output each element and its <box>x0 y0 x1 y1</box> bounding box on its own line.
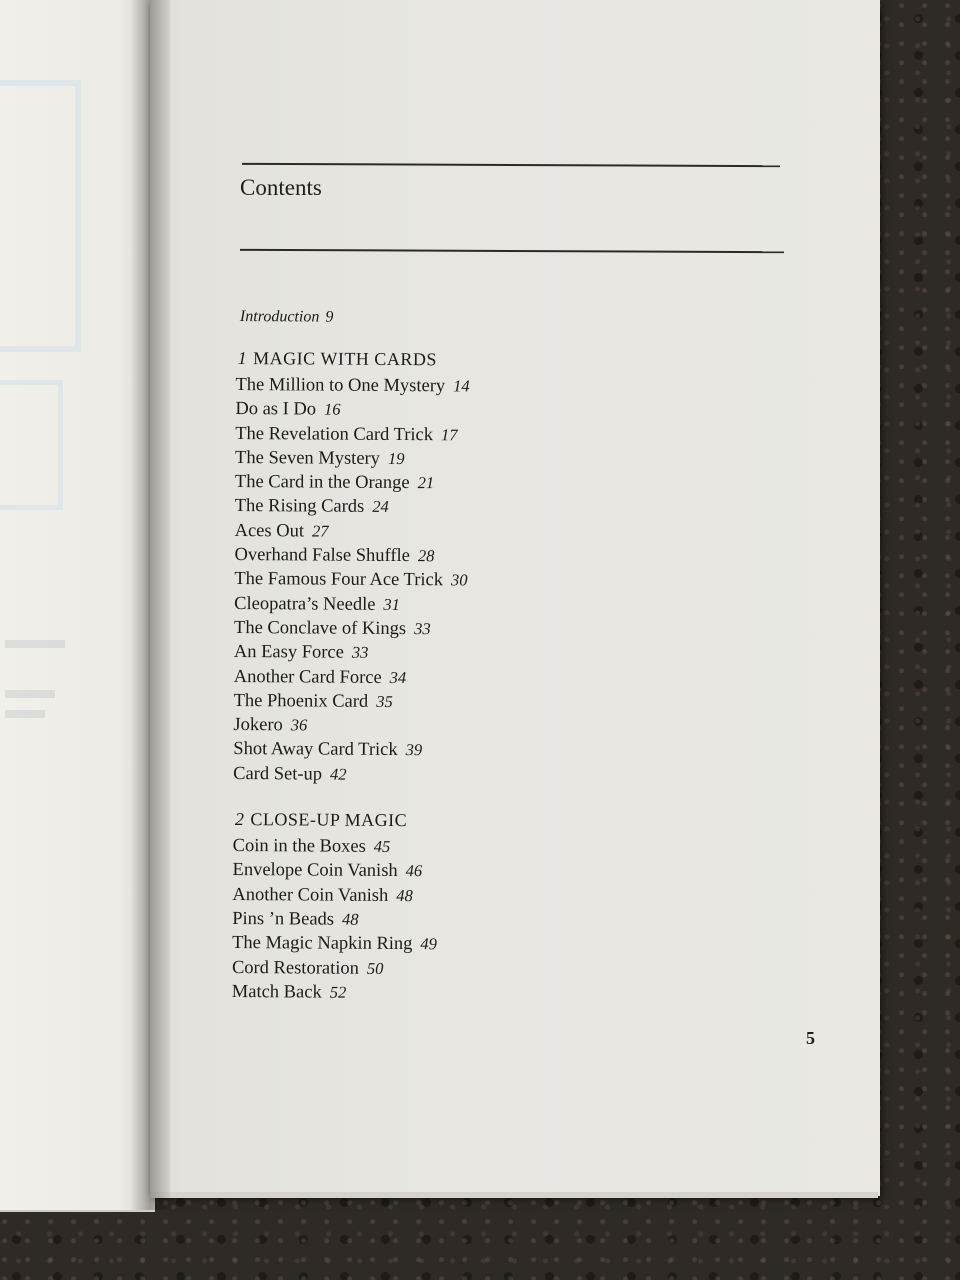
chapter-list <box>228 348 752 1007</box>
entry-title: Match Back <box>231 981 322 1003</box>
entry-title: Jokero <box>233 715 283 736</box>
entry-title: The Phoenix Card <box>233 690 369 712</box>
toc-entry <box>235 495 751 522</box>
entry-title: The Seven Mystery <box>235 447 381 469</box>
toc-entry <box>234 689 750 716</box>
entry-page-number: 45 <box>373 836 391 857</box>
chapter-number: 1 <box>237 348 248 369</box>
toc-entry <box>235 397 751 424</box>
show-through-text <box>5 710 45 718</box>
entry-title: Do as I Do <box>235 399 317 420</box>
toc-entry <box>233 834 749 861</box>
chapter-number: 2 <box>234 809 245 830</box>
toc-entry <box>233 713 749 740</box>
entry-title: Envelope Coin Vanish <box>232 860 398 882</box>
illustration-frame <box>0 80 81 352</box>
toc-entry <box>235 422 751 449</box>
entry-title: Pins ’n Beads <box>232 908 335 930</box>
entry-page-number: 14 <box>453 376 470 396</box>
chapter-title: MAGIC WITH CARDS <box>253 348 437 370</box>
introduction-page: 9 <box>325 308 334 326</box>
entry-title: Cord Restoration <box>231 957 359 979</box>
entry-page-number: 46 <box>405 861 423 881</box>
entry-title: The Card in the Orange <box>234 472 410 494</box>
illustration-frame <box>0 380 63 510</box>
toc-entry <box>234 640 750 667</box>
toc-entry <box>235 470 751 497</box>
page-title: Contents <box>240 175 322 200</box>
entry-page-number: 42 <box>329 764 347 784</box>
book-gutter <box>130 0 170 1210</box>
entry-page-number: 33 <box>351 643 369 663</box>
entry-page-number: 33 <box>414 619 431 639</box>
table-of-contents <box>228 308 752 1007</box>
toc-entry <box>232 956 748 983</box>
toc-entry <box>234 616 750 643</box>
toc-entry <box>234 592 750 619</box>
entry-list <box>228 834 749 1007</box>
entry-title: The Rising Cards <box>234 496 365 518</box>
entry-page-number: 49 <box>420 934 438 954</box>
entry-page-number: 24 <box>372 497 389 517</box>
entry-page-number: 48 <box>396 885 413 905</box>
entry-title: Cleopatra’s Needle <box>234 593 376 615</box>
toc-entry <box>232 931 748 958</box>
toc-entry <box>233 737 749 764</box>
entry-page-number: 34 <box>389 667 407 687</box>
entry-page-number: 52 <box>329 982 347 1002</box>
entry-page-number: 30 <box>450 570 468 590</box>
toc-entry <box>232 980 748 1007</box>
entry-title: Coin in the Boxes <box>232 836 366 857</box>
entry-page-number: 31 <box>383 594 401 614</box>
entry-title: The Million to One Mystery <box>235 375 446 397</box>
entry-page-number: 35 <box>376 691 393 711</box>
entry-title: The Conclave of Kings <box>233 617 407 640</box>
toc-entry <box>235 373 751 400</box>
toc-entry <box>232 883 748 910</box>
show-through-text <box>5 690 55 698</box>
toc-entry <box>232 858 748 885</box>
toc-entry <box>232 907 748 934</box>
toc-entry <box>234 543 750 570</box>
entry-page-number: 48 <box>341 909 359 929</box>
entry-page-number: 16 <box>323 399 341 419</box>
entry-title: An Easy Force <box>233 642 344 663</box>
entry-title: Card Set-up <box>233 763 323 785</box>
entry-page-number: 17 <box>441 424 458 444</box>
introduction-entry <box>240 308 752 329</box>
entry-page-number: 39 <box>405 740 423 760</box>
toc-entry <box>233 762 749 789</box>
entry-page-number: 19 <box>387 448 405 468</box>
chapter-heading <box>238 348 752 372</box>
entry-title: Another Card Force <box>233 666 382 688</box>
introduction-label: Introduction <box>239 308 320 326</box>
entry-title: The Revelation Card Trick <box>235 423 434 445</box>
chapter-heading <box>235 809 749 833</box>
chapter-section <box>229 348 752 789</box>
show-through-text <box>5 640 65 648</box>
entry-page-number: 36 <box>290 715 308 735</box>
entry-page-number: 50 <box>366 958 384 978</box>
toc-entry <box>234 567 750 594</box>
entry-title: Another Coin Vanish <box>232 884 389 906</box>
toc-entry <box>235 519 751 546</box>
entry-page-number: 21 <box>417 473 435 493</box>
entry-page-number: 27 <box>311 521 329 541</box>
entry-list <box>229 373 752 789</box>
page-edge <box>150 1192 878 1198</box>
entry-page-number: 28 <box>417 546 435 566</box>
toc-entry <box>234 665 750 692</box>
chapter-title: CLOSE-UP MAGIC <box>250 809 408 831</box>
entry-title: Overhand False Shuffle <box>234 545 410 567</box>
entry-title: Aces Out <box>234 520 305 542</box>
chapter-section <box>228 809 749 1007</box>
entry-title: The Famous Four Ace Trick <box>234 569 444 591</box>
page-number: 5 <box>806 1028 815 1048</box>
entry-title: The Magic Napkin Ring <box>232 933 413 955</box>
entry-title: Shot Away Card Trick <box>233 739 398 761</box>
toc-entry <box>235 446 751 473</box>
